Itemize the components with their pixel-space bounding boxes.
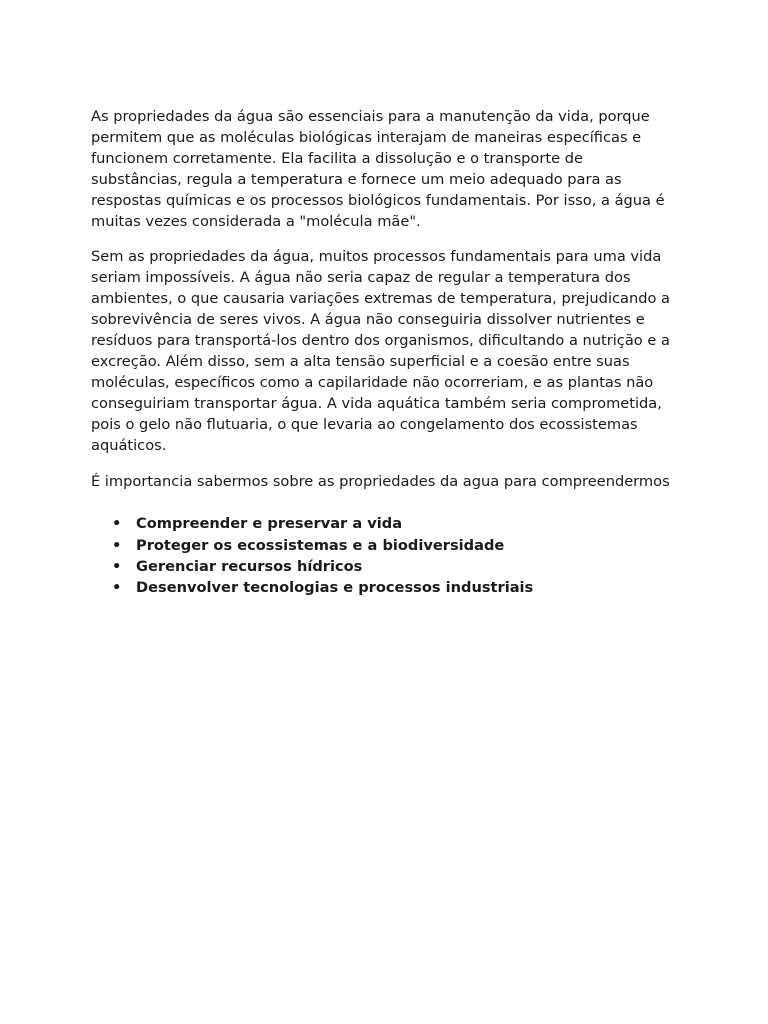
list-item [91,556,676,577]
list-item-text: Compreender e preservar a vida [136,515,403,533]
bullet-icon: • [112,558,122,575]
list-item-text: Gerenciar recursos hídricos [136,558,363,575]
bullet-list [91,513,676,598]
list-item-text: Proteger os ecossistemas e a biodiversidade [136,536,505,554]
bullet-icon: • [112,579,122,597]
list-item [91,513,676,534]
paragraph-without-water: Sem as propriedades da água, muitos processos fundamentais para uma vida seriam impossíveis. A água não seria capaz de regular a temperatura dos ambientes, o que causaria variações extremas de temperatura, prejudicando a sobrevivência de seres vivos. A água não conseguiria dissolver nutrientes e resíduos para transportá-los dentro dos organismos, dificultando a nutrição e a excreção. Além disso, sem a alta tensão superficial e a coesão entre suas moléculas, específicos como a capilaridade não ocorreriam, e as plantas não conseguiriam transportar água. A vida aquática também seria comprometida, pois o gelo não flutuaria, o que levaria ao congelamento dos ecossistemas aquáticos. [91,248,670,454]
document-page [91,107,676,599]
list-item [91,577,676,598]
bullet-icon: • [112,515,122,533]
paragraph-importance: É importancia sabermos sobre as propriedades da agua para compreendermos [91,472,670,490]
bullet-icon: • [112,536,122,554]
list-item [91,535,676,556]
list-item-text: Desenvolver tecnologias e processos industriais [136,579,534,597]
paragraph-properties-intro: As propriedades da água são essenciais para a manutenção da vida, porque permitem que as moléculas biológicas interajam de maneiras específicas e funcionem corretamente. Ela facilita a dissolução e o transporte de substâncias, regula a temperatura e fornece um meio adequado para as respostas químicas e os processos biológicos fundamentais. Por isso, a água é muitas vezes considerada a "molécula mãe". [91,108,665,230]
